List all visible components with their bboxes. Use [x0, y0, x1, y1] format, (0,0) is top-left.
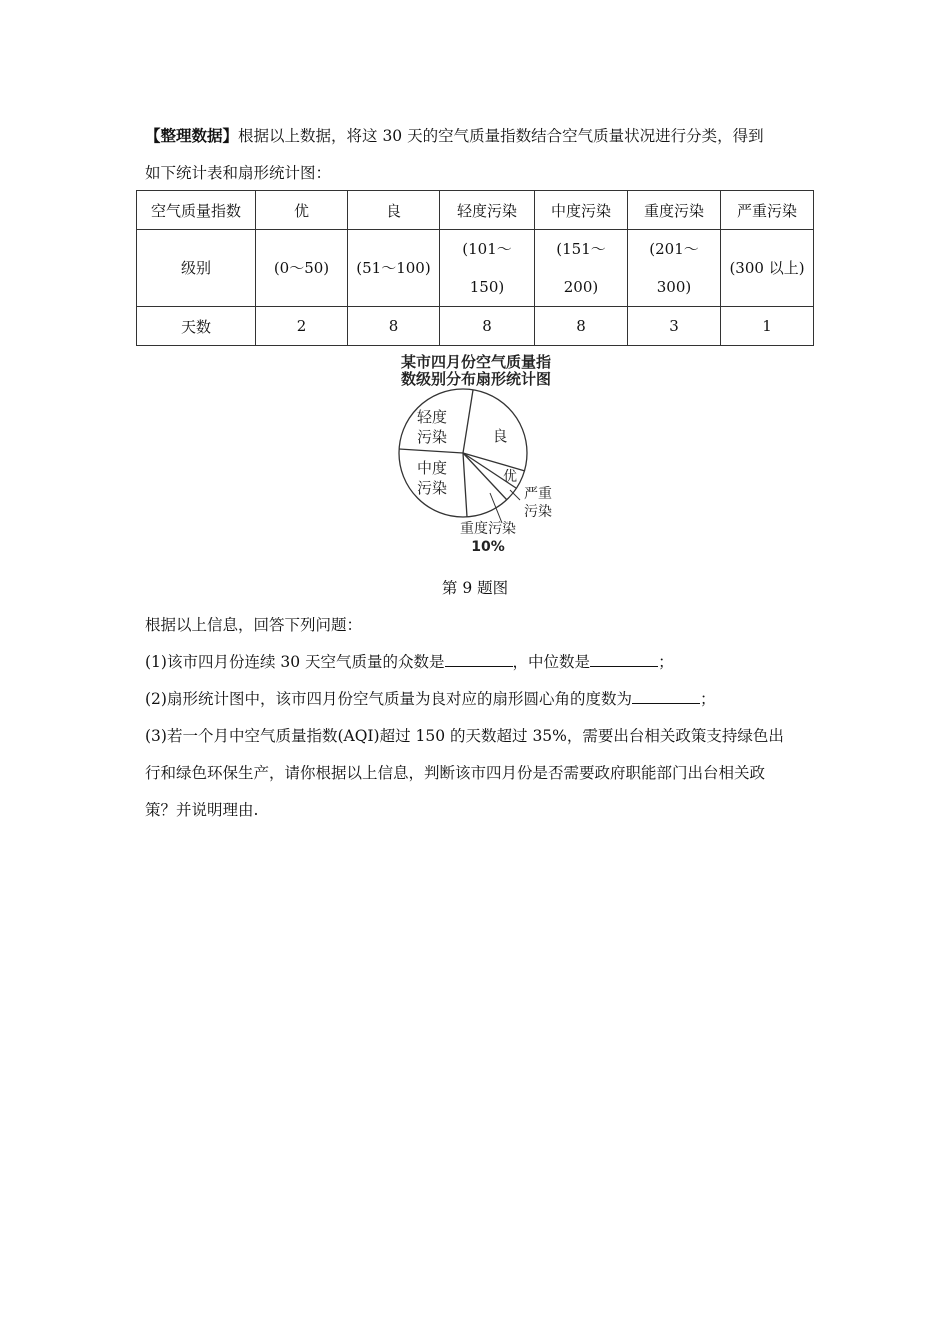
cell-line: 300)	[656, 278, 692, 296]
answer-blank	[632, 689, 700, 704]
cell-line: 200)	[563, 278, 599, 296]
question-2	[145, 689, 715, 709]
table-row-days	[137, 307, 814, 346]
questions-lead: 根据以上信息，回答下列问题：	[145, 616, 363, 634]
table-cell: 级别	[137, 230, 256, 307]
aqi-table	[136, 190, 814, 346]
intro-line-2: 如下统计表和扇形统计图：	[145, 164, 332, 182]
cell-line: (201～	[649, 240, 699, 258]
table-row-header	[137, 191, 814, 230]
label-liang: 良	[492, 427, 508, 445]
question-3-line-1: (3)若一个月中空气质量指数(AQI)超过 150 的天数超过 35%，需要出台相关政策支持绿色出	[145, 727, 784, 745]
q2-text-a: (2)扇形统计图中，该市四月份空气质量为良对应的扇形圆心角的度数为	[145, 690, 632, 708]
label-zhongdu-mid-1: 中度	[416, 459, 448, 477]
table-cell: 良	[348, 191, 440, 230]
label-qingdu-2: 污染	[416, 428, 448, 446]
cell-line: (101～	[462, 240, 512, 258]
question-3-line-2: 行和绿色环保生产，请你根据以上信息，判断该市四月份是否需要政府职能部门出台相关政	[145, 764, 766, 782]
figure-caption: 第 9 题图	[441, 579, 509, 597]
table-cell: 轻度污染	[440, 191, 535, 230]
q1-text-a: (1)该市四月份连续 30 天空气质量的众数是	[145, 653, 445, 671]
chart-title-line-1: 某市四月份空气质量指	[400, 353, 552, 371]
table-cell	[628, 230, 721, 307]
table-cell: 8	[535, 307, 628, 346]
table-cell: 中度污染	[535, 191, 628, 230]
table-cell: 1	[721, 307, 814, 346]
table-row-level	[137, 230, 814, 307]
q2-text-b: ；	[699, 690, 716, 708]
table-cell: (0～50)	[256, 230, 348, 307]
q1-text-c: ；	[658, 653, 674, 671]
table-cell	[440, 230, 535, 307]
question-1	[145, 652, 674, 672]
answer-blank	[445, 652, 513, 667]
cell-line: (151～	[556, 240, 606, 258]
intro-text: 根据以上数据，将这 30 天的空气质量指数结合空气质量状况进行分类，得到	[238, 127, 764, 145]
table-cell: 天数	[137, 307, 256, 346]
label-you: 优	[503, 469, 517, 485]
label-zhongdu-heavy-pct: 10%	[471, 539, 505, 555]
answer-blank	[590, 652, 658, 667]
label-qingdu-1: 轻度	[416, 408, 448, 426]
table-cell: 8	[348, 307, 440, 346]
cell-line: 150)	[469, 278, 505, 296]
table-cell: 优	[256, 191, 348, 230]
table-cell: 3	[628, 307, 721, 346]
label-zhongdu-mid-2: 污染	[416, 479, 448, 497]
table-cell: 严重污染	[721, 191, 814, 230]
table-cell: (300 以上)	[721, 230, 814, 307]
intro-tag: 【整理数据】	[145, 127, 239, 145]
question-3-line-3: 策？并说明理由.	[145, 801, 259, 819]
label-yanzhong-1: 严重	[524, 486, 552, 502]
table-cell: 空气质量指数	[137, 191, 256, 230]
label-yanzhong-2: 污染	[524, 504, 552, 520]
q1-text-b: ，中位数是	[512, 653, 591, 671]
table-cell: 2	[256, 307, 348, 346]
chart-title-line-2: 数级别分布扇形统计图	[400, 370, 552, 388]
pie-chart	[370, 345, 580, 565]
table-cell: (51～100)	[348, 230, 440, 307]
table-cell	[535, 230, 628, 307]
intro-line-1	[145, 126, 764, 146]
label-zhongdu-heavy: 重度污染	[460, 521, 516, 537]
table-cell: 重度污染	[628, 191, 721, 230]
table-cell: 8	[440, 307, 535, 346]
